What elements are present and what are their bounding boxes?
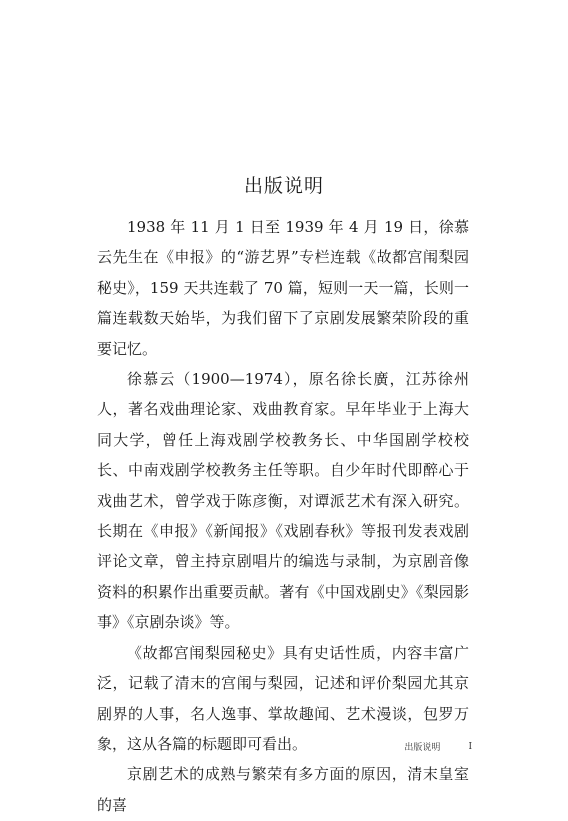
body-text (97, 212, 469, 820)
page-number: I (468, 741, 472, 752)
running-footer-label: 出版说明 (404, 743, 441, 753)
paragraph-1: 1938 年 11 月 1 日至 1939 年 4 月 19 日，徐慕云先生在《申报》的“游艺界”专栏连载《故都宫闱梨园秘史》，159 天共连载了 70 篇，短则一天一篇，长则一篇连载数天始毕，为我们留下了京剧发展繁荣阶段的重要记忆。 (97, 218, 469, 358)
page-title: 出版说明 (243, 174, 324, 197)
page-footer (404, 740, 472, 753)
paragraph-3: 《故都宫闱梨园秘史》具有史话性质，内容丰富广泛，记载了清末的宫闱与梨园，记述和评价梨园尤其京剧界的人事，名人逸事、掌故趣闻、艺术漫谈，包罗万象，这从各篇的标题即可看出。 (97, 643, 469, 753)
paragraph-2: 徐慕云（1900—1974），原名徐长廣，江苏徐州人，著名戏曲理论家、戏曲教育家。早年毕业于上海大同大学，曾任上海戏剧学校教务长、中华国剧学校校长、中南戏剧学校教务主任等职。自少年时代即醉心于戏曲艺术，曾学戏于陈彦衡，对谭派艺术有深入研究。长期在《申报》《新闻报》《戏剧春秋》等报刊发表戏剧评论文章，曾主持京剧唱片的编选与录制，为京剧音像资料的积累作出重要贡献。著有《中国戏剧史》《梨园影事》《京剧杂谈》等。 (97, 370, 469, 632)
paragraph-4: 京剧艺术的成熟与繁荣有多方面的原因，清末皇室的喜 (97, 765, 469, 814)
